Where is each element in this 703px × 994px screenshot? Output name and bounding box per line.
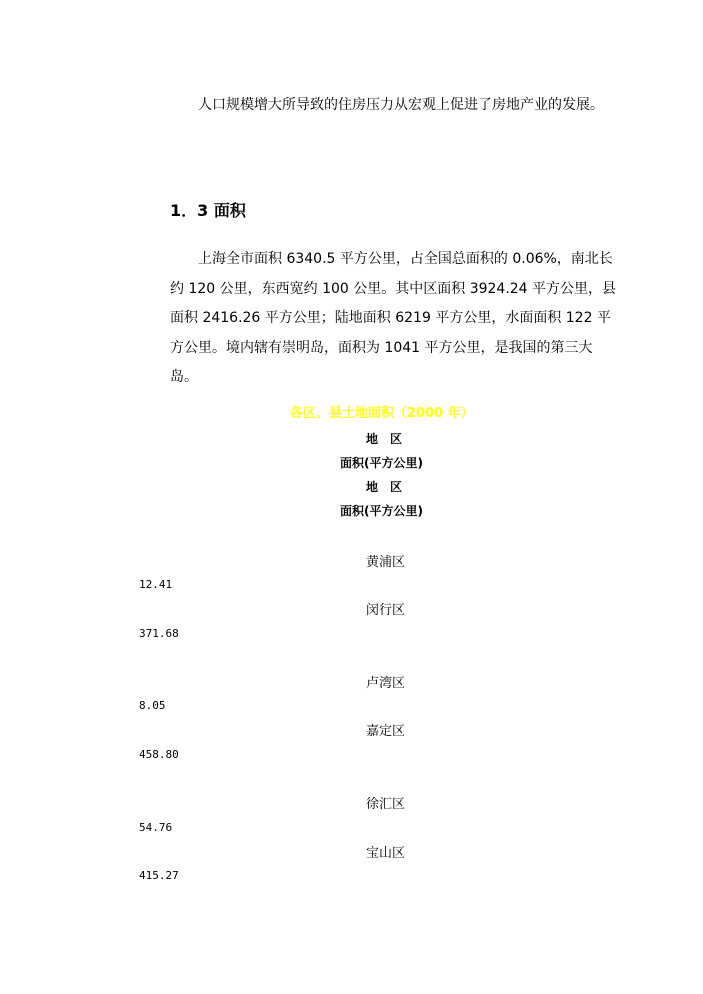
- table-title: 各区、县土地面积（2000 年）: [290, 406, 474, 421]
- table-cell-area: 415.27: [139, 869, 179, 882]
- table-cell-area: 8.05: [139, 699, 166, 712]
- table-cell-area: 54.76: [139, 821, 173, 834]
- table-header-area: 面积(平方公里): [340, 504, 423, 518]
- table-cell-district: 黄浦区: [366, 555, 406, 570]
- paragraph-line: 面积 2416.26 平方公里；陆地面积 6219 平方公里，水面面积 122 平: [170, 310, 611, 326]
- paragraph-line: 约 120 公里，东西宽约 100 公里。其中区面积 3924.24 平方公里，县: [170, 281, 617, 297]
- table-header-area: 面积(平方公里): [340, 456, 423, 470]
- table-header-district: 地 区: [366, 480, 403, 494]
- table-cell-district: 徐汇区: [366, 797, 406, 812]
- table-cell-district: 宝山区: [366, 846, 406, 861]
- paragraph-line: 方公里。境内辖有崇明岛，面积为 1041 平方公里，是我国的第三大: [170, 340, 593, 356]
- table-cell-district: 嘉定区: [366, 724, 406, 739]
- table-cell-district: 卢湾区: [366, 676, 406, 691]
- table-cell-district: 闵行区: [366, 603, 406, 618]
- paragraph-line: 上海全市面积 6340.5 平方公里，占全国总面积的 0.06%，南北长: [198, 251, 613, 267]
- intro-paragraph: 人口规模增大所导致的住房压力从宏观上促进了房地产业的发展。: [198, 97, 604, 113]
- paragraph-line: 岛。: [170, 369, 198, 385]
- section-heading: 1．3 面积: [170, 201, 246, 220]
- table-cell-area: 371.68: [139, 627, 179, 640]
- table-header-district: 地 区: [366, 432, 403, 446]
- table-cell-area: 458.80: [139, 748, 179, 761]
- table-cell-area: 12.41: [139, 578, 173, 591]
